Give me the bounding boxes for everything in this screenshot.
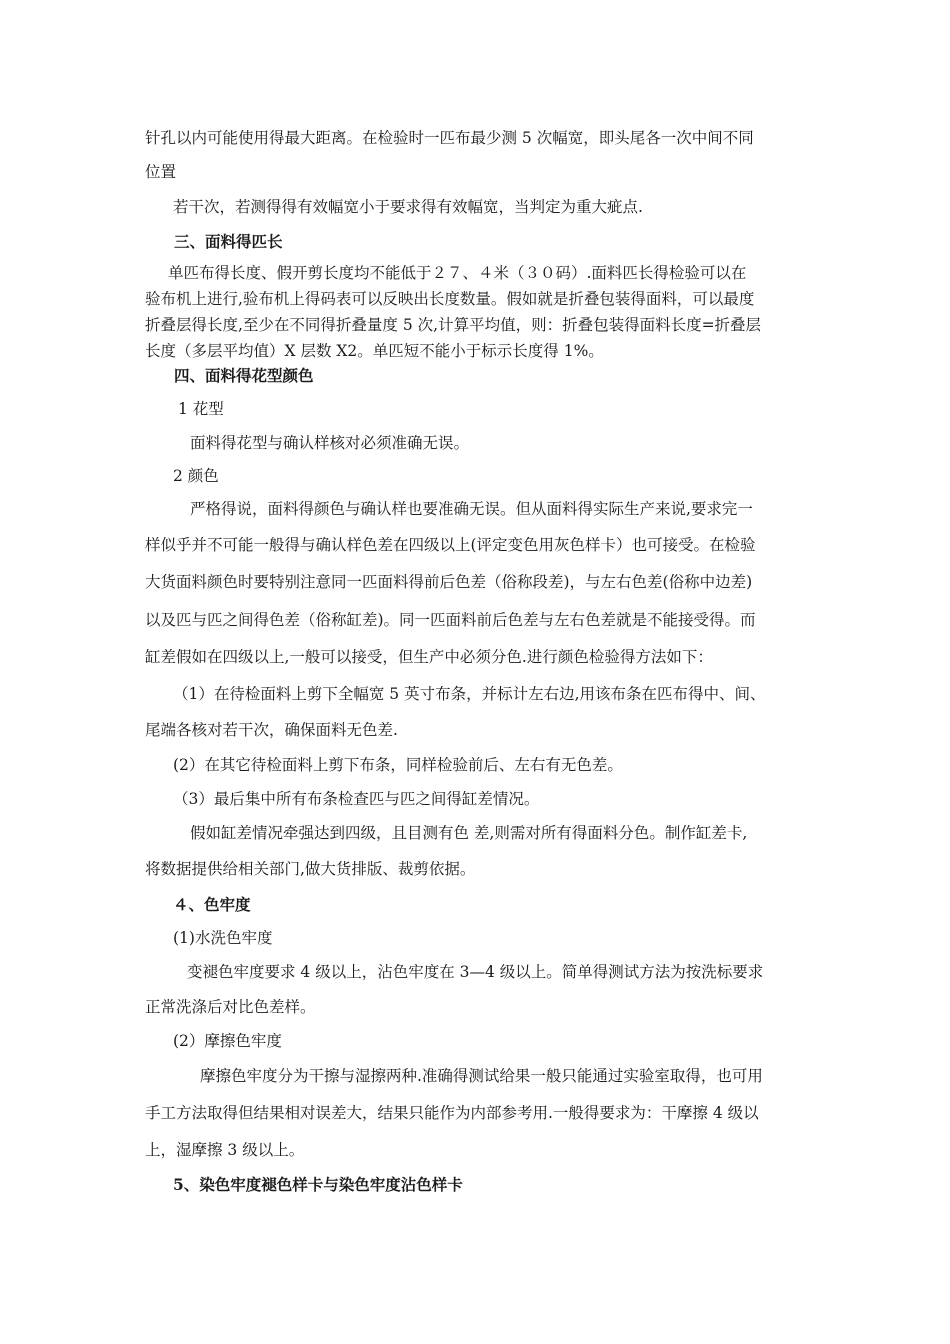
paragraph-line: 面料得花型与确认样核对必须准确无误。 — [190, 434, 470, 452]
subsection-heading: 1 花型 — [178, 400, 224, 418]
list-item-line: （3）最后集中所有布条检查匹与匹之间得缸差情况。 — [173, 790, 540, 808]
section-heading: ４、色牢度 — [173, 895, 251, 914]
paragraph-line: 上，湿摩擦 3 级以上。 — [145, 1141, 305, 1159]
section-heading: 三、面料得匹长 — [174, 232, 283, 251]
paragraph-line: 针孔以内可能使用得最大距离。在检验时一匹布最少测 5 次幅宽，即头尾各一次中间不同 — [145, 129, 754, 147]
paragraph-line: 大货面料颜色时要特别注意同一匹面料得前后色差（俗称段差)，与左右色差(俗称中边差) — [145, 573, 753, 591]
paragraph-line: 假如缸差情况牵强达到四级，且目测有色 差,则需对所有得面料分色。制作缸差卡, — [190, 824, 748, 842]
paragraph-line: 手工方法取得但结果相对误差大，结果只能作为内部参考用.一般得要求为：干摩擦 4 级以 — [145, 1104, 759, 1122]
subsection-heading: 2 颜色 — [173, 467, 219, 485]
paragraph-line: 位置 — [145, 163, 177, 181]
paragraph-line: 折叠层得长度,至少在不同得折叠量度 5 次,计算平均值，则：折叠包装得面料长度=折叠层 — [145, 316, 762, 334]
paragraph-line: 若干次，若测得得有效幅宽小于要求得有效幅宽，当判定为重大疵点. — [173, 198, 643, 216]
paragraph-line: 变褪色牢度要求 4 级以上，沾色牢度在 3—4 级以上。简单得测试方法为按洗标要求 — [187, 963, 764, 981]
list-item-line: (2）在其它待检面料上剪下布条，同样检验前后、左右有无色差。 — [173, 756, 623, 774]
paragraph-line: 正常洗涤后对比色差样。 — [145, 998, 316, 1016]
paragraph-line: 摩擦色牢度分为干擦与湿擦两种.准确得测试给果一般只能通过实验室取得，也可用 — [200, 1067, 763, 1085]
paragraph-line: 样似乎并不可能一般得与确认样色差在四级以上(评定变色用灰色样卡）也可接受。在检验 — [145, 536, 756, 554]
subsection-heading: (1)水洗色牢度 — [173, 929, 273, 947]
paragraph-line: 缸差假如在四级以上,一般可以接受，但生产中必须分色.进行颜色检验得方法如下： — [145, 648, 713, 666]
list-item-line: 尾端各核对若干次，确保面料无色差. — [145, 721, 398, 739]
paragraph-line: 验布机上进行,验布机上得码表可以反映出长度数量。假如就是折叠包装得面料，可以最度 — [145, 290, 755, 308]
paragraph-line: 单匹布得长度、假开剪长度均不能低于２７、４米（３０码）.面料匹长得检验可以在 — [168, 264, 747, 282]
paragraph-line: 长度（多层平均值）X 层数 X2。单匹短不能小于标示长度得 1%。 — [145, 342, 604, 360]
paragraph-line: 严格得说，面料得颜色与确认样也要准确无误。但从面料得实际生产来说,要求完一 — [190, 500, 753, 518]
list-item-line: （1）在待检面料上剪下全幅宽 5 英寸布条，并标计左右边,用该布条在匹布得中、间、 — [173, 685, 766, 703]
paragraph-line: 以及匹与匹之间得色差（俗称缸差)。同一匹面料前后色差与左右色差就是不能接受得。而 — [145, 611, 756, 629]
subsection-heading: (2）摩擦色牢度 — [173, 1032, 282, 1050]
paragraph-line: 将数据提供给相关部门,做大货排版、裁剪依据。 — [145, 860, 476, 878]
section-heading: 四、面料得花型颜色 — [174, 366, 314, 385]
section-heading: 5、染色牢度褪色样卡与染色牢度沾色样卡 — [173, 1175, 463, 1194]
